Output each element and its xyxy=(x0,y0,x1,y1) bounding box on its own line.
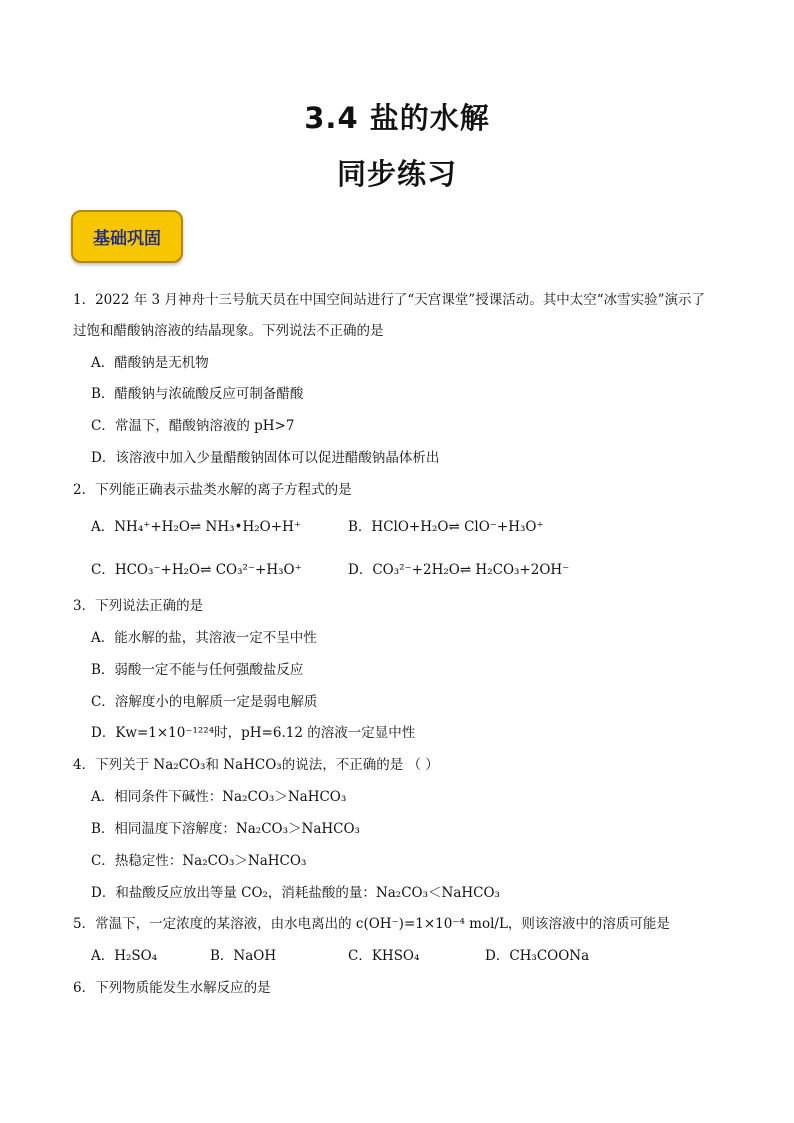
q5-option-a: A．H₂SO₄ xyxy=(91,948,158,964)
q4-option-c: C．热稳定性：Na₂CO₃＞NaHCO₃ xyxy=(91,853,307,869)
q4-option-b: B．相同温度下溶解度：Na₂CO₃＞NaHCO₃ xyxy=(91,821,360,837)
q3-option-d: D．Kw=1×10⁻¹²²⁴时，pH=6.12 的溶液一定显中性 xyxy=(91,725,416,741)
q4-option-d: D．和盐酸反应放出等量 CO₂，消耗盐酸的量：Na₂CO₃＜NaHCO₃ xyxy=(91,885,500,901)
q5-option-b: B．NaOH xyxy=(210,948,277,964)
q3-stem: 3．下列说法正确的是 xyxy=(73,598,204,614)
q4-option-a: A．相同条件下碱性：Na₂CO₃＞NaHCO₃ xyxy=(91,789,347,805)
q1-option-b: B．醋酸钠与浓硫酸反应可制备醋酸 xyxy=(91,386,304,402)
page-title: 3.4 盐的水解 xyxy=(304,101,490,135)
q2-stem: 2．下列能正确表示盐类水解的离子方程式的是 xyxy=(73,482,352,498)
q1-stem-line2: 过饱和醋酸钠溶液的结晶现象。下列说法不正确的是 xyxy=(73,323,384,339)
q2-option-a: A．NH₄⁺+H₂O⇌ NH₃•H₂O+H⁺ xyxy=(91,519,301,535)
q2-option-d: D．CO₃²⁻+2H₂O⇌ H₂CO₃+2OH⁻ xyxy=(348,562,570,578)
q1-option-a: A．醋酸钠是无机物 xyxy=(91,355,209,371)
q1-stem-line1: 1．2022 年 3 月神舟十三号航天员在中国空间站进行了“天宫课堂”授课活动。其中太空“冰雪实验”演示了 xyxy=(73,292,706,308)
q5-stem: 5．常温下，一定浓度的某溶液，由水电离出的 c(OH⁻)=1×10⁻⁴ mol/L，则该溶液中的溶质可能是 xyxy=(73,916,670,932)
section-badge-label: 基础巩固 xyxy=(93,229,161,249)
q6-stem: 6．下列物质能发生水解反应的是 xyxy=(73,980,271,996)
q1-option-c: C．常温下，醋酸钠溶液的 pH>7 xyxy=(91,418,295,434)
q3-option-a: A．能水解的盐，其溶液一定不呈中性 xyxy=(91,630,317,646)
q3-option-b: B．弱酸一定不能与任何强酸盐反应 xyxy=(91,662,304,678)
q5-option-d: D．CH₃COONa xyxy=(485,948,590,964)
q2-option-b: B．HClO+H₂O⇌ ClO⁻+H₃O⁺ xyxy=(348,519,544,535)
section-badge xyxy=(71,210,183,263)
q3-option-c: C．溶解度小的电解质一定是弱电解质 xyxy=(91,694,318,710)
q4-stem: 4．下列关于 Na₂CO₃和 NaHCO₃的说法，不正确的是 （ ） xyxy=(73,757,439,773)
q5-option-c: C．KHSO₄ xyxy=(348,948,420,964)
page-subtitle: 同步练习 xyxy=(336,157,457,191)
q1-option-d: D．该溶液中加入少量醋酸钠固体可以促进醋酸钠晶体析出 xyxy=(91,450,440,466)
q2-option-c: C．HCO₃⁻+H₂O⇌ CO₃²⁻+H₃O⁺ xyxy=(91,562,302,578)
